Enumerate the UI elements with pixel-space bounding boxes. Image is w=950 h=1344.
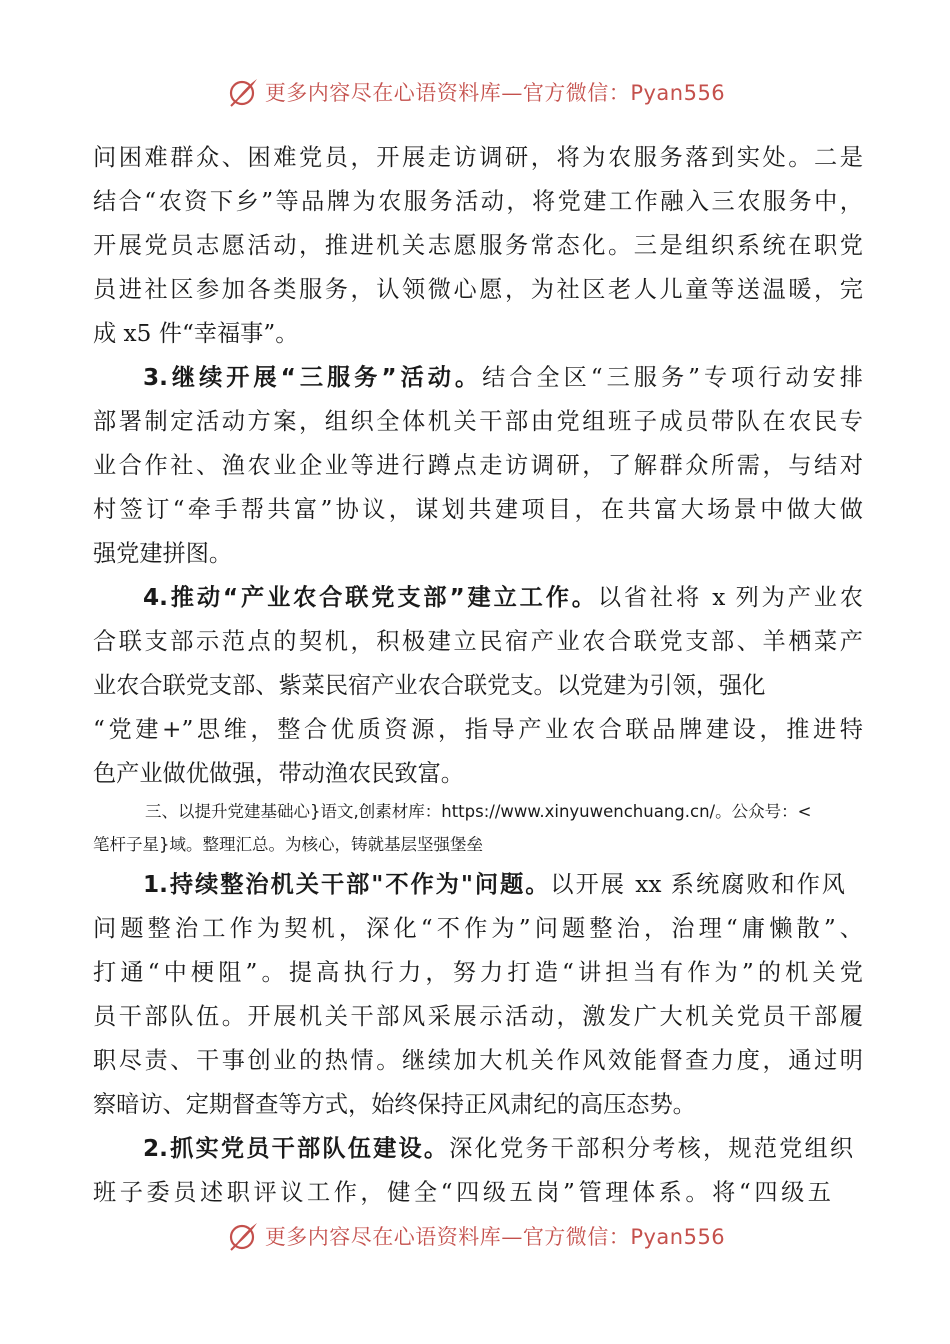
text-line: 部署制定活动方案，组织全体机关干部由党组班子成员带队在农民专 <box>93 408 863 435</box>
text-line: 职尽责、干事创业的热情。继续加大机关作风效能督查力度，通过明 <box>93 1047 863 1074</box>
section-4-heading: 4.推动“产业农合联党支部”建立工作。 <box>143 584 598 611</box>
section-4-heading-line: 4.推动“产业农合联党支部”建立工作。以省社将 x 列为产业农 <box>143 584 863 611</box>
text-line: 业合作社、渔农业企业等进行蹲点走访调研，了解群众所需，与结对 <box>93 452 863 479</box>
text-line: 结合“农资下乡”等品牌为农服务活动，将党建工作融入三农服务中， <box>93 188 863 215</box>
point-1-heading: 1.持续整治机关干部"不作为"问题。 <box>143 871 551 898</box>
footer-watermark-banner <box>0 1216 950 1256</box>
quill-logo-icon <box>225 1218 261 1254</box>
section-3-heading: 3.继续开展“三服务”活动。 <box>143 364 483 391</box>
text-line: 合联支部示范点的契机，积极建立民宿产业农合联党支部、羊栖菜产 <box>93 628 863 655</box>
text-line: 强党建拼图。 <box>93 540 233 567</box>
quill-logo-icon <box>225 74 261 110</box>
text-line: 员进社区参加各类服务，认领微心愿，为社区老人儿童等送温暖，完 <box>93 276 863 303</box>
header-watermark-banner <box>0 72 950 112</box>
text-line: 成 x5 件“幸福事”。 <box>93 320 299 347</box>
text-line: 察暗访、定期督查等方式，始终保持正风肃纪的高压态势。 <box>93 1091 696 1118</box>
text-line: “党建+”思维，整合优质资源，指导产业农合联品牌建设，推进特 <box>93 716 863 743</box>
text-line: 开展党员志愿活动，推进机关志愿服务常态化。三是组织系统在职党 <box>93 232 863 259</box>
section-3-title-line1: 三、以提升党建基础心}语文,创素材库：https://www.xinyuwenchuang.cn/。公众号：< <box>145 802 812 821</box>
text-line: 问题整治工作为契机，深化“不作为”问题整治，治理“庸懒散”、 <box>93 915 863 942</box>
section-3-title-line2: 笔杆子星}域。整理汇总。为核心，铸就基层坚强堡垒 <box>93 835 483 854</box>
banner-text: 更多内容尽在心语资料库—官方微信：Pyan556 <box>264 81 726 105</box>
text-line: 色产业做优做强，带动渔农民致富。 <box>93 760 464 787</box>
text-line: 业农合联党支部、紫菜民宿产业农合联党支。以党建为引领，强化 <box>93 672 766 699</box>
point-2-heading: 2.抓实党员干部队伍建设。 <box>143 1135 450 1162</box>
point-2-heading-line: 2.抓实党员干部队伍建设。深化党务干部积分考核，规范党组织 <box>143 1135 853 1162</box>
text-line: 班子委员述职评议工作，健全“四级五岗”管理体系。将“四级五 <box>93 1179 831 1206</box>
text-line: 问困难群众、困难党员，开展走访调研，将为农服务落到实处。二是 <box>93 144 863 171</box>
point-1-heading-line: 1.持续整治机关干部"不作为"问题。以开展 xx 系统腐败和作风 <box>143 871 845 898</box>
text-line: 村签订“牵手帮共富”协议，谋划共建项目，在共富大场景中做大做 <box>93 496 863 523</box>
banner-text: 更多内容尽在心语资料库—官方微信：Pyan556 <box>264 1225 726 1249</box>
section-3-heading-line: 3.继续开展“三服务”活动。结合全区“三服务”专项行动安排 <box>143 364 863 391</box>
text-line: 员干部队伍。开展机关干部风采展示活动，激发广大机关党员干部履 <box>93 1003 863 1030</box>
text-line: 打通“中梗阻”。提高执行力，努力打造“讲担当有作为”的机关党 <box>93 959 863 986</box>
